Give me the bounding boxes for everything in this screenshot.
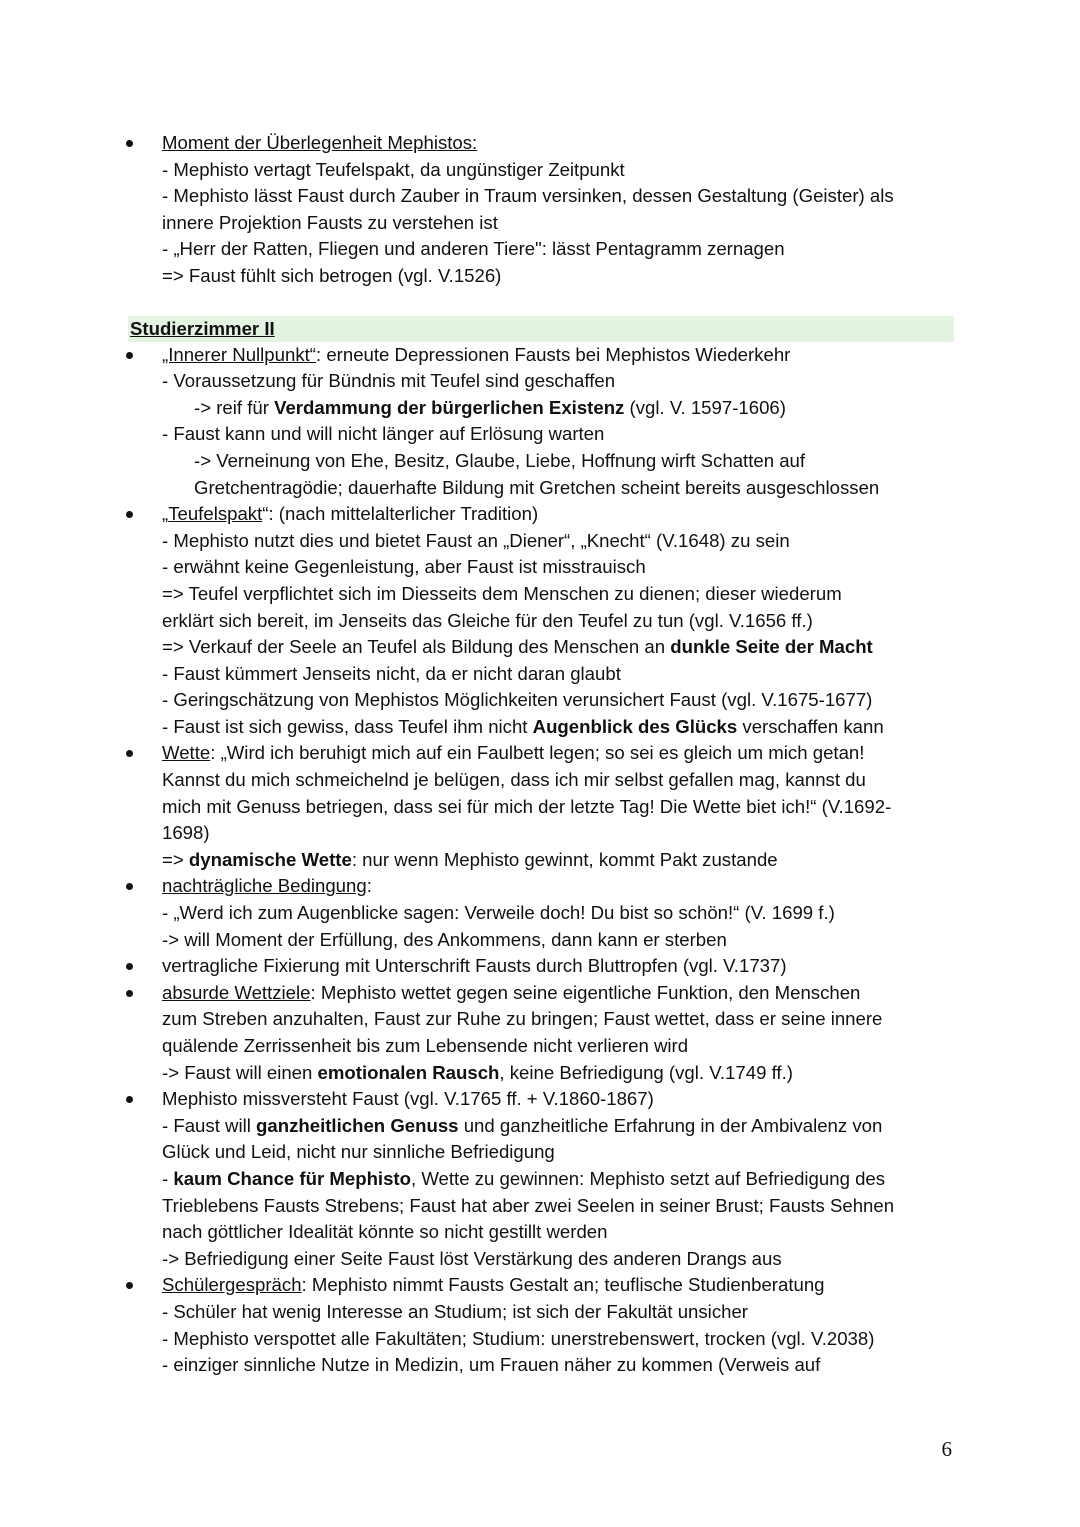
bold-text: ganzheitlichen Genuss — [256, 1114, 459, 1136]
text-line: Trieblebens Fausts Strebens; Faust hat aber zwei Seelen in seiner Brust; Fausts Sehnen — [162, 1194, 895, 1216]
item-text: : Mephisto nimmt Fausts Gestalt an; teuflische Studienberatung — [301, 1274, 825, 1296]
text-part: , keine Befriedigung (vgl. V.1749 ff.) — [499, 1061, 793, 1083]
text-line: -> Verneinung von Ehe, Besitz, Glaube, Liebe, Hoffnung wirft Schatten auf — [194, 449, 806, 471]
text-line: Glück und Leid, nicht nur sinnliche Befriedigung — [162, 1141, 555, 1163]
bullet-item — [128, 501, 958, 740]
bold-text: emotionalen Rausch — [317, 1061, 500, 1083]
bold-text: Augenblick des Glücks — [532, 715, 738, 737]
text-line: erklärt sich bereit, im Jenseits das Gleiche für den Teufel zu tun (vgl. V.1656 ff.) — [162, 609, 813, 631]
bold-text: Verdammung der bürgerlichen Existenz — [274, 396, 625, 418]
item-text: : „Wird ich beruhigt mich auf ein Faulbett legen; so sei es gleich um mich getan! — [210, 742, 865, 764]
item-text: : Mephisto wettet gegen seine eigentliche Funktion, den Menschen — [310, 981, 861, 1003]
text-line: Kannst du mich schmeichelnd je belügen, dass ich mir selbst gefallen mag, kannst du — [162, 769, 866, 791]
text-line: Gretchentragödie; dauerhafte Bildung mit Gretchen scheint bereits ausgeschlossen — [194, 476, 880, 498]
text-line: -> will Moment der Erfüllung, des Ankommens, dann kann er sterben — [162, 928, 727, 950]
text-part: -> Faust will einen — [162, 1061, 318, 1083]
text-part: => Verkauf der Seele an Teufel als Bildung des Menschen an — [162, 636, 671, 658]
text-line: - Mephisto vertagt Teufelspakt, da ungünstiger Zeitpunkt — [162, 158, 625, 180]
text-line: quälende Zerrissenheit bis zum Lebensende nicht verlieren wird — [162, 1035, 689, 1056]
text-line: - „Werd ich zum Augenblicke sagen: Verweile doch! Du bist so schön!“ (V. 1699 f.) — [162, 902, 835, 924]
item-title: Moment der Überlegenheit Mephistos: — [162, 132, 478, 153]
item-text: : erneute Depressionen Fausts bei Mephistos Wiederkehr — [315, 343, 791, 365]
text-line: - „Herr der Ratten, Fliegen und anderen Tiere": lässt Pentagramm zernagen — [162, 238, 785, 260]
bullet-item — [128, 740, 958, 873]
text-part: - Faust will — [162, 1114, 257, 1136]
text-line: - erwähnt keine Gegenleistung, aber Faust ist misstrauisch — [162, 556, 646, 578]
text-line: - Mephisto nutzt dies und bietet Faust an „Diener“, „Knecht“ (V.1648) zu sein — [162, 529, 790, 551]
text-line: => Teufel verpflichtet sich im Diesseits dem Menschen zu dienen; dieser wiederum — [162, 582, 842, 604]
text-part: , Wette zu gewinnen: Mephisto setzt auf Befriedigung des — [410, 1167, 886, 1189]
bullet-item — [128, 953, 958, 980]
item-text: : — [366, 875, 372, 897]
text-part: „ — [162, 503, 169, 525]
text-line: - Voraussetzung für Bündnis mit Teufel sind geschaffen — [162, 370, 616, 392]
section-heading: Studierzimmer II — [128, 316, 954, 342]
text-line: mich mit Genuss betriegen, dass sei für mich der letzte Tag! Die Wette biet ich!“ (V.1692- — [162, 795, 892, 817]
text-line: innere Projektion Fausts zu verstehen ist — [162, 211, 498, 233]
bold-text: dynamische Wette — [188, 848, 352, 870]
item-keyword: Teufelspakt — [168, 503, 263, 525]
bullet-item — [128, 873, 958, 953]
text-line: 1698) — [162, 822, 210, 844]
text-line: - Mephisto verspottet alle Fakultäten; Studium: unerstrebenswert, trocken (vgl. V.2038) — [162, 1327, 875, 1349]
bullet-item — [128, 1086, 958, 1272]
text-line: - Faust kümmert Jenseits nicht, da er nicht daran glaubt — [162, 662, 621, 684]
text-line: => Faust fühlt sich betrogen (vgl. V.1526) — [162, 264, 502, 286]
spacer — [128, 290, 958, 316]
text-line: - einziger sinnliche Nutze in Medizin, um Frauen näher zu kommen (Verweis auf — [162, 1354, 821, 1376]
text-line: -> Befriedigung einer Seite Faust löst Verstärkung des anderen Drangs aus — [162, 1247, 782, 1269]
bullet-item — [128, 980, 958, 1086]
item-keyword: „Innerer Nullpunkt“ — [162, 343, 316, 365]
text-line: - Faust kann und will nicht länger auf Erlösung warten — [162, 423, 605, 445]
notes-content — [128, 130, 958, 1379]
text-line: - Geringschätzung von Mephistos Möglichkeiten verunsichert Faust (vgl. V.1675-1677) — [162, 689, 873, 711]
text-line: zum Streben anzuhalten, Faust zur Ruhe zu bringen; Faust wettet, dass er seine innere — [162, 1008, 883, 1030]
bullet-item — [128, 1272, 958, 1378]
text-line: - Mephisto lässt Faust durch Zauber in Traum versinken, dessen Gestaltung (Geister) als — [162, 185, 894, 207]
text-part: und ganzheitliche Erfahrung in der Ambivalenz von — [458, 1114, 883, 1136]
item-keyword: absurde Wettziele — [162, 981, 311, 1003]
item-keyword: Schülergespräch — [162, 1274, 302, 1296]
text-part: => — [162, 848, 189, 870]
bullet-item — [128, 342, 958, 502]
item-keyword: nachträgliche Bedingung — [162, 875, 367, 897]
item-text: “: (nach mittelalterlicher Tradition) — [262, 503, 539, 525]
page-number: 6 — [941, 1437, 952, 1461]
text-part: : nur wenn Mephisto gewinnt, kommt Pakt zustande — [351, 848, 778, 870]
item-text: Mephisto missversteht Faust (vgl. V.1765 ff. + V.1860-1867) — [162, 1088, 654, 1110]
text-line: - Schüler hat wenig Interesse an Studium; ist sich der Fakultät unsicher — [162, 1300, 748, 1322]
text-part: - Faust ist sich gewiss, dass Teufel ihm nicht — [162, 715, 533, 737]
text-part: - — [162, 1167, 174, 1189]
bullet-item — [128, 130, 958, 290]
item-text: vertragliche Fixierung mit Unterschrift Fausts durch Bluttropfen (vgl. V.1737) — [162, 955, 787, 977]
item-keyword: Wette — [162, 742, 211, 764]
text-part: -> reif für — [194, 396, 275, 418]
text-line: nach göttlicher Idealität könnte so nicht gestillt werden — [162, 1221, 608, 1243]
bold-text: dunkle Seite der Macht — [670, 636, 873, 658]
text-part: (vgl. V. 1597-1606) — [624, 396, 786, 418]
text-part: verschaffen kann — [737, 715, 884, 737]
bold-text: kaum Chance für Mephisto — [173, 1167, 411, 1189]
